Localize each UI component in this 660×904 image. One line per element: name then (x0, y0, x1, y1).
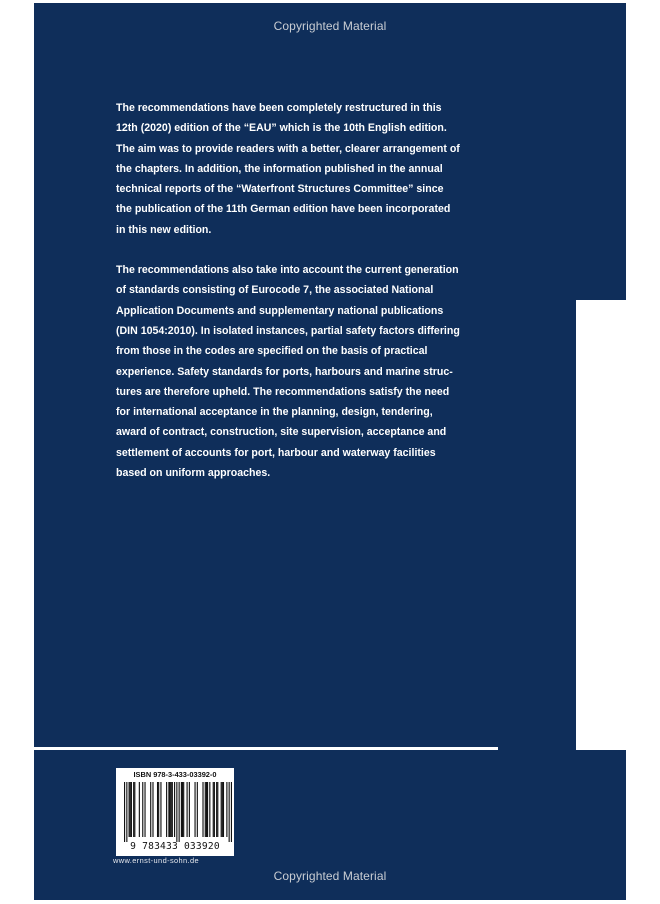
barcode-bar (214, 782, 215, 837)
blurb-line: from those in the codes are specified on the basis of practical (116, 345, 428, 358)
blurb-line: of standards consisting of Eurocode 7, the associated National (116, 284, 434, 297)
blurb-line: the publication of the 11th German edition have been incorporated (116, 203, 451, 216)
barcode-bar (183, 782, 184, 837)
barcode-bar (157, 782, 158, 837)
blurb-line: experience. Safety standards for ports, harbours and marine struc- (116, 365, 453, 378)
isbn-label: ISBN 978-3-433-03392-0 (133, 770, 217, 779)
blurb-line: (DIN 1054:2010). In isolated instances, partial safety factors differing (116, 324, 460, 337)
barcode-bar (197, 782, 198, 837)
barcode-bar (222, 782, 223, 837)
barcode-bar (206, 782, 207, 837)
blurb-paragraph-1 (116, 98, 496, 240)
barcode-bar (152, 782, 153, 837)
barcode-bar (213, 782, 214, 837)
barcode-bar (130, 782, 131, 837)
barcode-bar (216, 782, 217, 837)
barcode-bar (144, 782, 145, 837)
blurb-text (116, 98, 496, 483)
barcode-bar (223, 782, 224, 837)
barcode-bar (174, 782, 175, 837)
barcode-bar (176, 782, 177, 842)
barcode-bar (194, 782, 195, 837)
barcode-bar (129, 782, 130, 837)
blurb-line: for international acceptance in the planning, design, tendering, (116, 406, 433, 419)
barcode-bar (226, 782, 227, 837)
blurb-line: the chapters. In addition, the information published in the annual (116, 162, 443, 175)
barcode-bar (209, 782, 210, 837)
blurb-line: technical reports of the “Waterfront Structures Committee” since (116, 183, 444, 196)
barcode-bar (133, 782, 134, 837)
publisher-url: www.ernst-und-sohn.de (113, 856, 200, 865)
barcode-bar (205, 782, 206, 837)
barcode-bar (158, 782, 159, 837)
blurb-line: The recommendations also take into account the current generation (116, 264, 459, 277)
barcode-bar (160, 782, 161, 837)
blurb-line: settlement of accounts for port, harbour and waterway facilities (116, 446, 436, 459)
barcode-bar (217, 782, 218, 837)
barcode-bar (229, 782, 230, 842)
barcode-bar (169, 782, 170, 837)
barcode-bar (187, 782, 188, 837)
blurb-line: tures are therefore upheld. The recommendations satisfy the need (116, 385, 450, 398)
blurb-line: in this new edition. (116, 223, 212, 236)
barcode-bar (189, 782, 190, 837)
barcode-bar (126, 782, 127, 842)
horizontal-rule (34, 747, 498, 750)
barcode-bars (124, 782, 232, 842)
watermark-top: Copyrighted Material (273, 19, 387, 33)
barcode-bar (202, 782, 203, 837)
blurb-line: 12th (2020) edition of the “EAU” which is the 10th English edition. (116, 122, 447, 135)
barcode-bar (231, 782, 232, 842)
barcode-bar (142, 782, 143, 837)
blurb-paragraph-2 (116, 260, 496, 483)
barcode-bar (172, 782, 173, 837)
barcode-bar (207, 782, 208, 837)
barcode-digits: 9 783433 033920 (130, 841, 220, 852)
barcode-bar (221, 782, 222, 837)
watermark-bottom: Copyrighted Material (273, 869, 387, 883)
barcode-bar (179, 782, 180, 842)
blurb-line: award of contract, construction, site supervision, acceptance and (116, 426, 447, 439)
barcode-bar (182, 782, 183, 837)
barcode-bar (181, 782, 182, 837)
barcode-bar (168, 782, 169, 837)
barcode-bar (139, 782, 140, 837)
barcode-bar (131, 782, 132, 837)
barcode-bar (166, 782, 167, 837)
barcode-bar (171, 782, 172, 837)
barcode-bar (150, 782, 151, 837)
blurb-line: The aim was to provide readers with a better, clearer arrangement of (116, 142, 460, 155)
white-edge-panel (576, 300, 626, 750)
blurb-line: The recommendations have been completely restructured in this (116, 102, 442, 114)
barcode-bar (124, 782, 125, 842)
blurb-line: based on uniform approaches. (116, 467, 271, 480)
blurb-line: Application Documents and supplementary national publications (116, 304, 444, 317)
barcode (116, 768, 234, 856)
barcode-bar (134, 782, 135, 837)
